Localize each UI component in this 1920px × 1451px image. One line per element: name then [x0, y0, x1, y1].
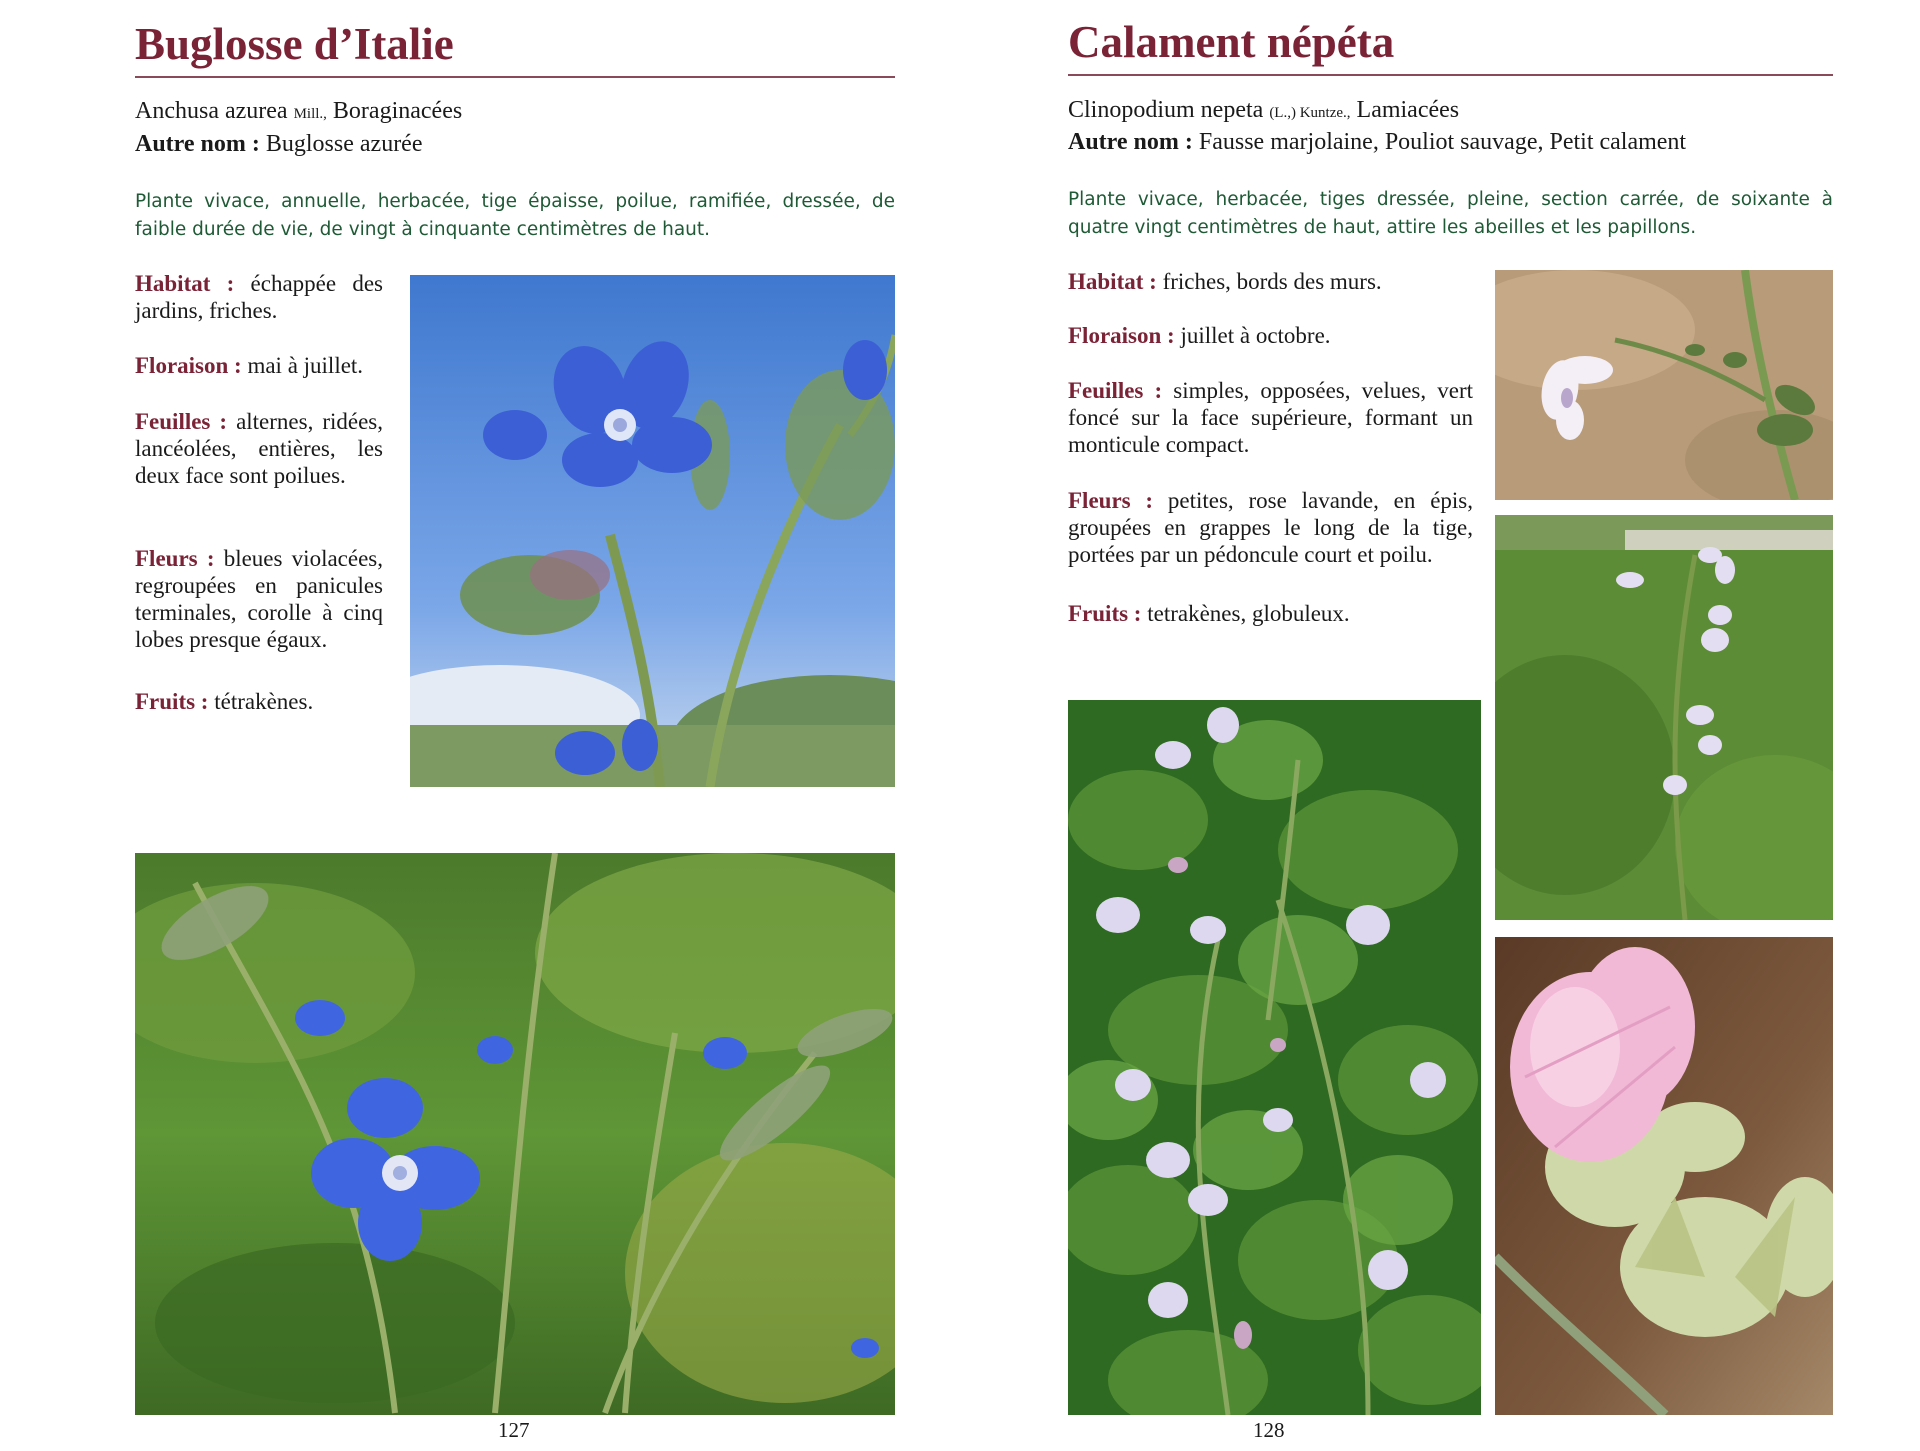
floraison-section	[135, 352, 383, 379]
other-name-line	[135, 131, 422, 158]
scientific-name: Clinopodium nepeta	[1068, 97, 1264, 123]
calamint-plant-photo	[1068, 700, 1481, 1415]
scientific-author: Mill.,	[293, 106, 327, 122]
fruits-label: Fruits :	[135, 689, 209, 714]
other-name: Buglosse azurée	[265, 131, 423, 157]
feuilles-label: Feuilles :	[1068, 378, 1163, 403]
title-rule	[135, 76, 895, 78]
floraison-label: Floraison :	[1068, 323, 1175, 348]
habitat-section	[135, 270, 383, 324]
floraison-text: juillet à octobre.	[1180, 323, 1331, 348]
feuilles-text: simples, opposées, velues, vert foncé sur la face supérieure, formant un monticule compact.	[1068, 378, 1473, 457]
floraison-section	[1068, 322, 1473, 349]
floraison-text: mai à juillet.	[247, 353, 364, 378]
habitat-label: Habitat :	[1068, 269, 1157, 294]
fruits-section	[135, 688, 383, 715]
page-title: Buglosse d’Italie	[135, 19, 454, 69]
other-name-label: Autre nom :	[135, 131, 260, 157]
blue-flower-photo	[410, 275, 895, 787]
fleurs-text: petites, rose lavande, en épis, groupées en grappes le long de la tige, portées par un pédoncule court et poilu.	[1068, 488, 1473, 567]
feuilles-section	[135, 408, 383, 489]
habitat-label: Habitat :	[135, 271, 235, 296]
plant-family: Boraginacées	[332, 98, 463, 124]
right-page	[960, 0, 1920, 1451]
plant-family: Lamiacées	[1356, 97, 1460, 123]
meadow-blue-flowers-photo	[135, 853, 895, 1415]
fleurs-label: Fleurs :	[135, 546, 215, 571]
scientific-author: (L.,) Kuntze.,	[1269, 105, 1351, 121]
feuilles-section	[1068, 377, 1473, 458]
fruits-text: tetrakènes, globuleux.	[1147, 601, 1350, 626]
fleurs-section	[135, 545, 383, 653]
habitat-text: échappée des jardins, friches.	[135, 271, 383, 323]
page-title: Calament népéta	[1068, 17, 1395, 67]
other-name: Fausse marjolaine, Pouliot sauvage, Petit calament	[1198, 129, 1687, 155]
scientific-name-line	[135, 98, 462, 125]
fleurs-text: bleues violacées, regroupées en panicules terminales, corolle à cinq lobes presque égaux.	[135, 546, 383, 652]
scientific-name-line	[1068, 97, 1459, 124]
plant-description: Plante vivace, herbacée, tiges dressée, pleine, section carrée, de soixante à quatre vingt centimètres de haut, attire les abeilles et les papillons.	[1068, 189, 1833, 238]
scientific-name: Anchusa azurea	[135, 98, 288, 124]
calamint-closeup-photo	[1495, 270, 1833, 500]
habitat-text: friches, bords des murs.	[1162, 269, 1382, 294]
feuilles-text: alternes, ridées, lancéolées, entières, les deux face sont poilues.	[135, 409, 384, 488]
fleurs-label: Fleurs :	[1068, 488, 1154, 513]
fruits-label: Fruits :	[1068, 601, 1142, 626]
other-name-line	[1068, 129, 1686, 156]
feuilles-label: Feuilles :	[135, 409, 228, 434]
page-number: 127	[498, 1418, 530, 1442]
other-name-label: Autre nom :	[1068, 129, 1193, 155]
fleurs-section	[1068, 487, 1473, 568]
plant-description: Plante vivace, annuelle, herbacée, tige épaisse, poilue, ramifiée, dressée, de faible durée de vie, de vingt à cinquante centimètres de haut.	[135, 191, 895, 240]
pink-flower-photo	[1495, 937, 1833, 1415]
fruits-text: tétrakènes.	[214, 689, 314, 714]
habitat-section	[1068, 268, 1473, 295]
page-number: 128	[1253, 1418, 1285, 1442]
calamint-spike-photo	[1495, 515, 1833, 920]
title-rule	[1068, 74, 1833, 76]
fruits-section	[1068, 600, 1473, 627]
floraison-label: Floraison :	[135, 353, 242, 378]
